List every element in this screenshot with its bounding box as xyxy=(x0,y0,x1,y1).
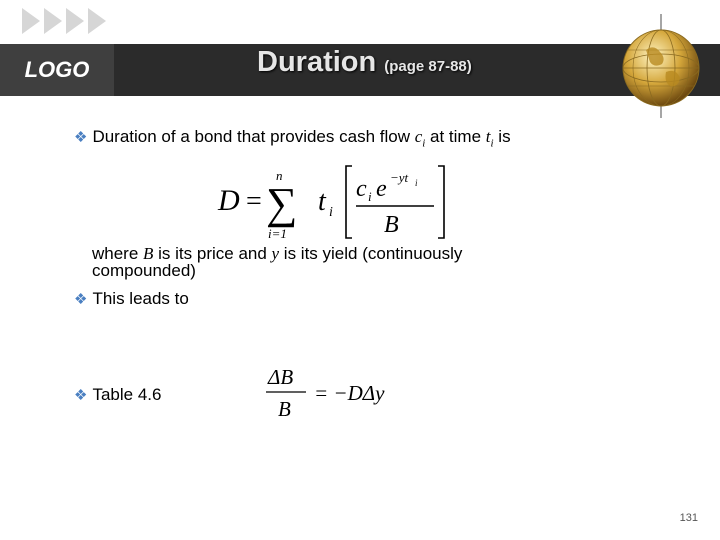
formula-c-sub: i xyxy=(368,189,372,204)
formula2-numerator: ΔB xyxy=(268,365,294,389)
formula-t-sub: i xyxy=(329,205,333,220)
formula-equals: = xyxy=(246,186,262,217)
text-segment: compounded) xyxy=(92,261,196,280)
price-change-formula xyxy=(262,360,422,426)
chevron-right-icon xyxy=(66,8,84,34)
formula-D: D xyxy=(218,184,240,217)
var-B: B xyxy=(143,244,154,263)
title-main: Duration xyxy=(257,46,377,78)
var-y: y xyxy=(271,244,280,263)
logo-text: LOGO xyxy=(24,57,90,82)
formula-c: c xyxy=(356,176,367,202)
text-segment: is xyxy=(493,127,511,146)
chevron-right-icon xyxy=(88,8,106,34)
var-t: t xyxy=(485,127,491,146)
bullet-text: Table 4.6 xyxy=(92,385,162,404)
duration-formula xyxy=(214,158,454,242)
bullet-diamond-icon: ❖ xyxy=(74,387,88,404)
formula-e: e xyxy=(376,176,387,202)
var-c-sub: i xyxy=(422,137,426,150)
formula2-denominator: B xyxy=(278,397,291,421)
var-c: c xyxy=(414,127,423,146)
sigma-icon: ∑ xyxy=(266,179,298,228)
bullet-diamond-icon: ❖ xyxy=(74,129,88,146)
text-segment: where xyxy=(92,244,144,263)
text-segment: is its price and xyxy=(153,244,272,263)
globe-icon xyxy=(616,10,706,122)
explanation-text xyxy=(92,245,462,279)
logo-box xyxy=(0,44,114,96)
sum-upper: n xyxy=(276,168,283,183)
bullet-text: This leads to xyxy=(92,289,189,308)
text-segment: Duration of a bond that provides cash flow xyxy=(92,127,415,146)
formula-denominator: B xyxy=(384,212,399,238)
decorative-chevrons xyxy=(22,8,106,34)
chevron-right-icon xyxy=(22,8,40,34)
formula-exponent-sub: i xyxy=(415,178,418,188)
formula2-rhs: = −DΔy xyxy=(314,381,385,405)
slide-title xyxy=(257,46,472,79)
title-pages: (page 87-88) xyxy=(384,58,472,75)
formula-t: t xyxy=(318,186,326,217)
bullet-duration xyxy=(74,127,511,149)
page-number: 131 xyxy=(679,512,698,524)
bullet-table xyxy=(74,385,161,405)
formula-exponent: −yt xyxy=(390,170,409,185)
chevron-right-icon xyxy=(44,8,62,34)
text-segment: at time xyxy=(425,127,486,146)
text-segment: is its yield (continuously xyxy=(279,244,463,263)
var-t-sub: i xyxy=(490,137,494,150)
bullet-leads-to xyxy=(74,289,189,309)
bullet-text xyxy=(92,127,510,149)
sum-lower: i=1 xyxy=(268,226,287,241)
bullet-diamond-icon: ❖ xyxy=(74,291,88,308)
